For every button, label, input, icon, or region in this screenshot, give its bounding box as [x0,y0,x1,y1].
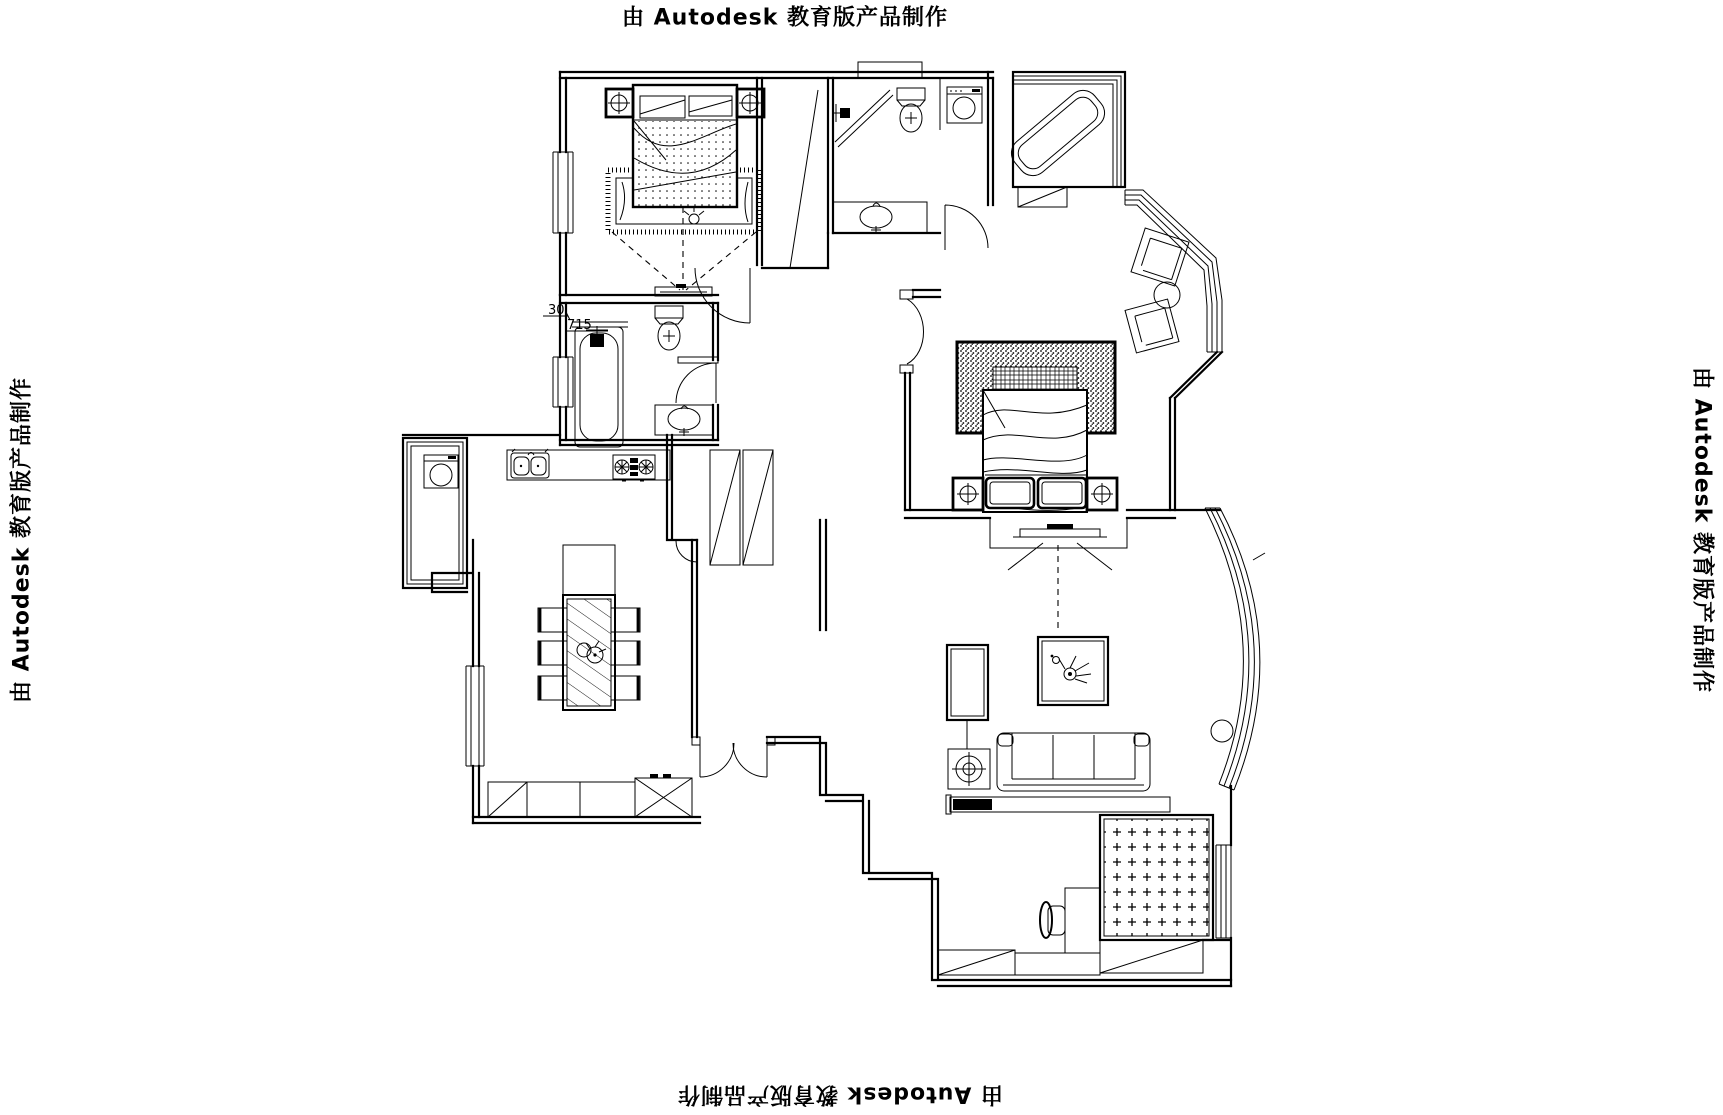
wardrobe-icon [710,450,740,565]
desk-chair-icon [1040,902,1065,938]
nightstand-icon [737,89,764,117]
hallway [692,450,775,777]
sofa-icon [997,733,1150,791]
dining-table-icon [563,595,615,710]
floor-lamp-icon [948,749,990,789]
nightstand-icon [953,478,983,510]
bathroom1-door [676,357,718,403]
double-bed-icon [983,390,1087,512]
wardrobe-door [790,90,818,268]
bathroom-2 [833,78,988,250]
tall-cabinet-icon [947,645,988,749]
flower-icon [684,206,704,224]
toilet-icon [897,88,925,132]
bedroom2-window [553,152,573,233]
dining-room [488,541,697,817]
kitchen-sink-icon [511,449,549,478]
plant-icon [1051,655,1091,683]
desk-icon [1065,888,1100,953]
tv-projection-cone [612,207,756,290]
side-table-icon [1211,720,1233,742]
dim-label-715: 715 [567,318,592,333]
nightstand-icon [1087,478,1117,510]
carpet-icon [1100,815,1213,940]
washbasin-icon [833,202,927,233]
sideboard-icon [563,545,615,597]
watermark-bottom: 由 Autodesk 教育版产品制作 [676,1081,1004,1107]
watermark-left: 由 Autodesk 教育版产品制作 [9,376,35,704]
bay-window-ne [1125,190,1222,353]
watermark-right: 由 Autodesk 教育版产品制作 [1689,366,1715,694]
gas-stove-icon [613,455,655,481]
dimension-texts [543,303,608,333]
pillow-icon [986,478,1034,508]
entry-double-door [692,737,775,777]
wardrobe-icon [743,450,773,565]
washing-machine-icon [424,455,458,488]
washbasin-icon [655,405,713,436]
chaise-lounge-icon [1005,84,1110,181]
cabinet-icon [938,950,1100,975]
living-room [946,508,1265,940]
cabinet-icon [1018,187,1067,207]
tv-projection-cone [1008,543,1112,632]
bathroom2-door [833,205,988,250]
bathtub-icon [572,322,628,447]
double-bed-icon [633,85,737,207]
toilet-icon [655,306,683,350]
pillow-icon [1038,478,1086,508]
bedroom-2 [606,85,818,323]
cabinet-icon [1100,940,1203,973]
kitchen [403,438,670,588]
bay-window-arc [1205,508,1265,790]
master-bedroom [907,299,1117,537]
coffee-table-icon [1038,637,1108,705]
washing-machine-icon [947,87,982,123]
round-table-icon [1154,282,1180,308]
carpet-window [1216,845,1231,938]
bathroom1-window [553,357,573,407]
console-icon [946,795,1170,814]
dim-label-30: 30 [548,303,565,318]
watermark-top: 由 Autodesk 教育版产品制作 [621,5,949,31]
bathroom-1 [543,303,718,447]
cabinet-icon [488,782,635,817]
dining-door [676,541,697,562]
nightstand-icon [606,89,633,117]
master-door [907,299,924,364]
shower-icon [833,90,893,147]
tv-icon [1013,524,1107,537]
armchair-icon [1131,228,1189,286]
cabinet-x-icon [635,774,692,817]
dining-window [466,666,484,766]
study-room [1005,72,1125,207]
